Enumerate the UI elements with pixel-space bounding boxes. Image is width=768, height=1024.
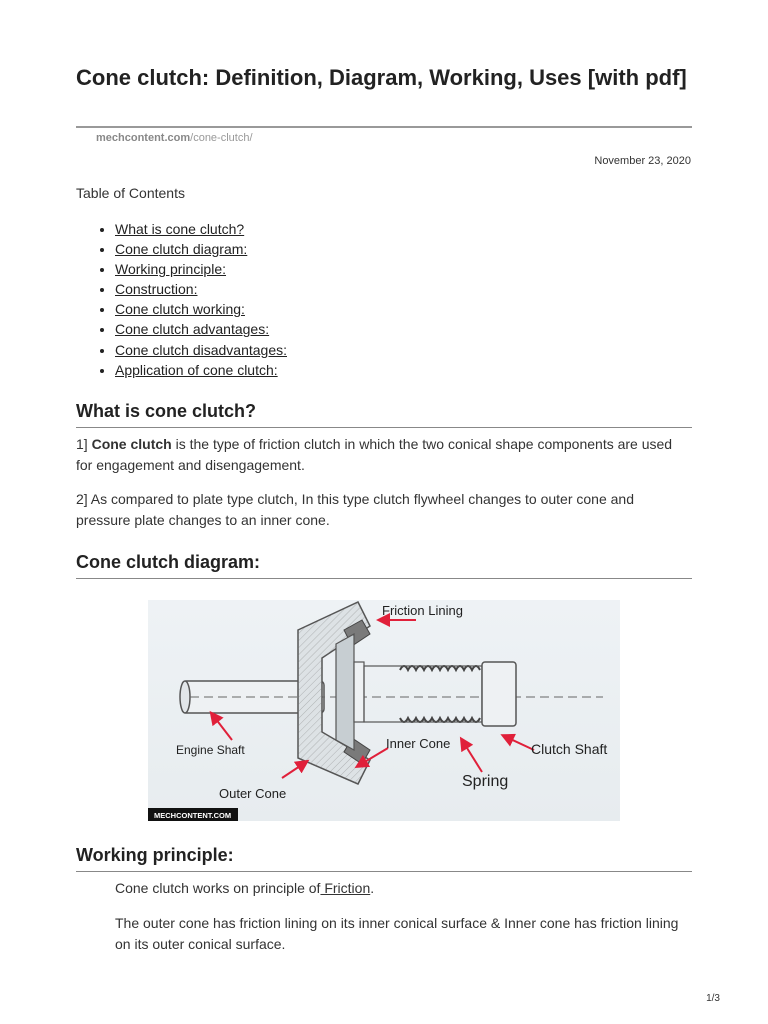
- paragraph-text: is the type of friction clutch in which the two conical shape components are used for engagement and disengagement.: [76, 436, 673, 473]
- toc-item: [115, 360, 287, 380]
- publish-date: November 23, 2020: [594, 155, 691, 167]
- page-title: Cone clutch: Definition, Diagram, Working, Uses [with pdf]: [76, 65, 687, 90]
- toc-link-disadvantages[interactable]: Cone clutch disadvantages:: [115, 341, 287, 358]
- paragraph-text: Cone clutch works on principle of: [115, 880, 321, 896]
- toc-item: [115, 319, 287, 339]
- toc-link-working[interactable]: Cone clutch working:: [115, 301, 245, 318]
- toc-item: [115, 219, 287, 239]
- friction-link[interactable]: Friction: [320, 880, 371, 896]
- source-url[interactable]: [96, 132, 253, 144]
- section-divider: [76, 871, 692, 872]
- page-number: 1/3: [706, 993, 720, 1004]
- source-path[interactable]: /cone-clutch/: [190, 132, 253, 144]
- toc-link-working-principle[interactable]: Working principle:: [115, 261, 227, 278]
- spring: [400, 666, 480, 722]
- source-domain[interactable]: mechcontent.com: [96, 132, 191, 144]
- toc-item: [115, 299, 287, 319]
- toc-item: [115, 279, 287, 299]
- toc-title: Table of Contents: [76, 185, 185, 201]
- toc-item: [115, 340, 287, 360]
- inner-cone: [336, 634, 364, 750]
- watermark-logo: [148, 808, 238, 821]
- toc-link-what-is-cone-clutch[interactable]: What is cone clutch?: [115, 221, 245, 237]
- label-outer-cone: Outer Cone: [219, 786, 287, 801]
- bold-term: Cone clutch: [91, 436, 172, 452]
- label-friction-lining: Friction Lining: [382, 603, 463, 618]
- cone-clutch-diagram-image: [148, 600, 620, 821]
- paragraph-principle: [115, 878, 692, 899]
- label-spring: Spring: [462, 773, 509, 790]
- toc-item: [115, 259, 287, 279]
- cone-clutch-drawing: [148, 600, 620, 821]
- title-divider: [76, 126, 692, 128]
- section-heading-diagram: Cone clutch diagram:: [76, 552, 261, 572]
- toc-link-advantages[interactable]: Cone clutch advantages:: [115, 321, 270, 338]
- label-engine-shaft: Engine Shaft: [176, 743, 245, 757]
- engine-shaft: [180, 681, 603, 713]
- paragraph-lining: The outer cone has friction lining on its inner conical surface & Inner cone has friction lining on its outer conical surface.: [115, 915, 679, 952]
- section-heading-what: What is cone clutch?: [76, 401, 257, 421]
- paragraph-prefix: 1]: [76, 436, 92, 452]
- label-clutch-shaft: Clutch Shaft: [531, 741, 608, 757]
- section-divider: [76, 578, 692, 579]
- paragraph-text: .: [370, 880, 375, 896]
- label-inner-cone: Inner Cone: [386, 736, 451, 751]
- table-of-contents: [76, 219, 287, 380]
- watermark-text: MECHCONTENT.COM: [154, 811, 232, 820]
- section-heading-working: Working principle:: [76, 845, 234, 865]
- toc-link-diagram[interactable]: Cone clutch diagram:: [115, 241, 248, 258]
- section-divider: [76, 427, 692, 428]
- toc-link-construction[interactable]: Construction:: [115, 281, 198, 298]
- paragraph-definition: [76, 434, 692, 475]
- toc-link-application[interactable]: Application of cone clutch:: [115, 361, 278, 378]
- toc-item: [115, 239, 287, 259]
- paragraph-comparison: 2] As compared to plate type clutch, In this type clutch flywheel changes to outer cone and pressure plate changes to an inner cone.: [76, 491, 634, 528]
